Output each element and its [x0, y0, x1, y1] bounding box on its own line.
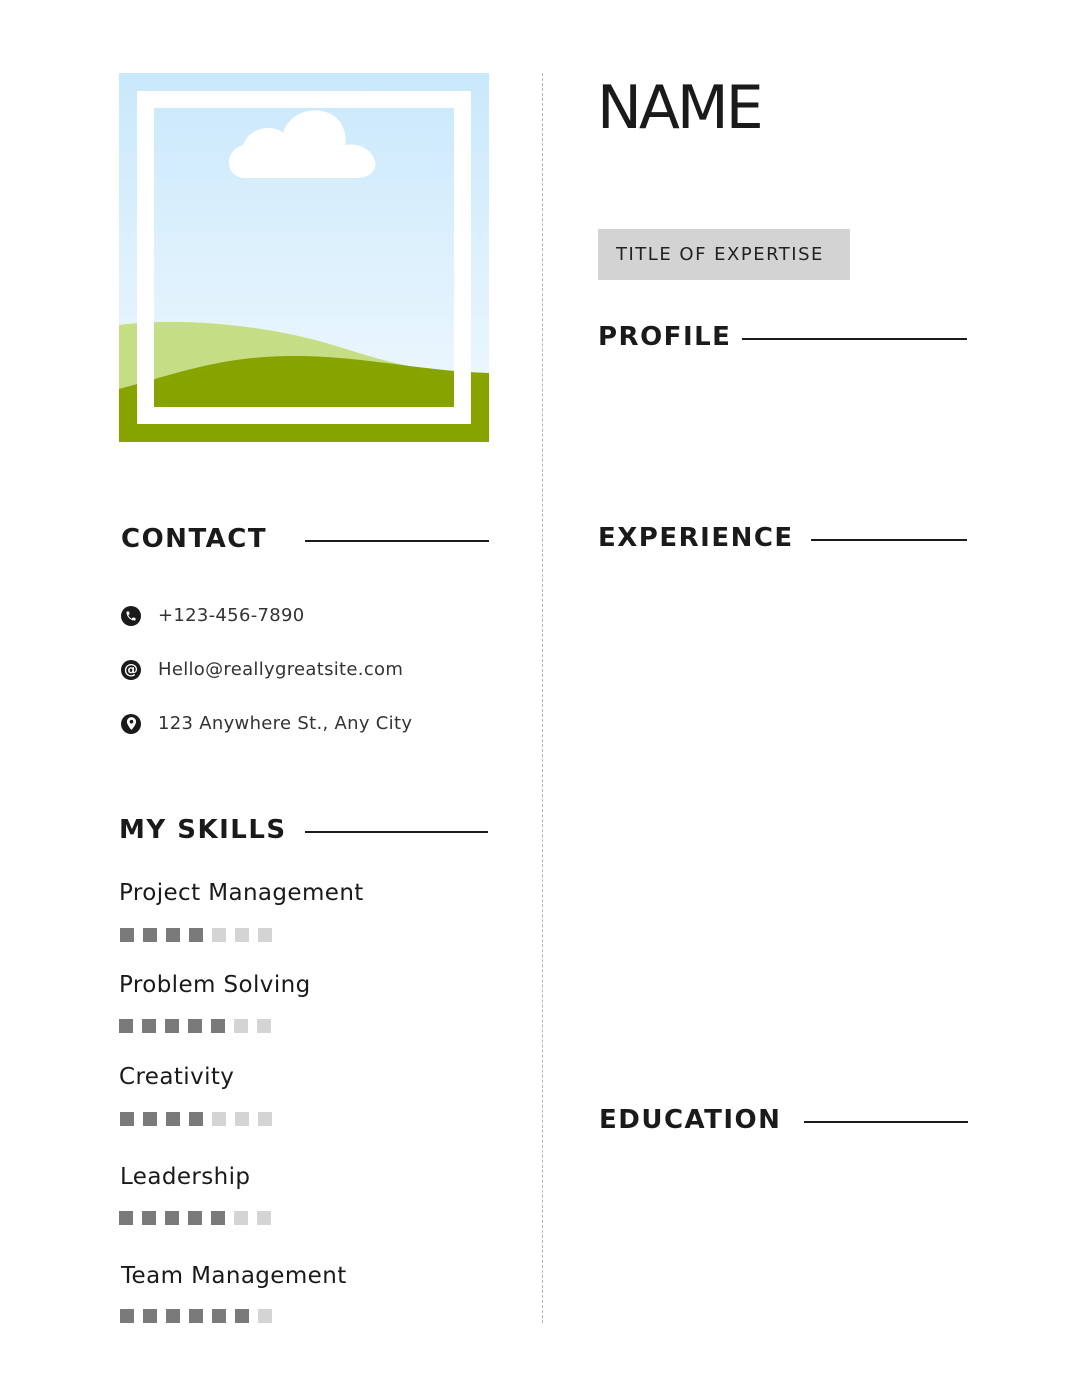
- skill-level-empty: [258, 928, 272, 942]
- skill-level-empty: [212, 928, 226, 942]
- skill-rating: [120, 1309, 272, 1323]
- skill-level-empty: [212, 1112, 226, 1126]
- skill-rating: [119, 1019, 271, 1033]
- name-heading: NAME: [597, 73, 761, 143]
- title-badge: [598, 229, 850, 280]
- skill-rating: [120, 1112, 272, 1126]
- skill-level-filled: [189, 1309, 203, 1323]
- skills-heading: MY SKILLS: [119, 815, 287, 845]
- skill-level-filled: [119, 1019, 133, 1033]
- skill-name: Problem Solving: [119, 972, 311, 998]
- skill-level-filled: [143, 1309, 157, 1323]
- experience-heading-rule: [811, 539, 967, 541]
- skill-level-filled: [120, 928, 134, 942]
- profile-heading: PROFILE: [598, 322, 732, 352]
- phone-icon: [121, 606, 141, 626]
- contact-heading-rule: [305, 540, 489, 542]
- skill-level-empty: [257, 1019, 271, 1033]
- skill-level-filled: [166, 1309, 180, 1323]
- skill-level-filled: [120, 1112, 134, 1126]
- skill-level-filled: [235, 1309, 249, 1323]
- skill-level-filled: [212, 1309, 226, 1323]
- skill-level-filled: [188, 1211, 202, 1225]
- skill-rating: [120, 928, 272, 942]
- skill-level-filled: [211, 1019, 225, 1033]
- skill-level-empty: [258, 1112, 272, 1126]
- skill-level-filled: [119, 1211, 133, 1225]
- skill-level-filled: [165, 1211, 179, 1225]
- skill-level-empty: [235, 928, 249, 942]
- location-pin-icon: [121, 714, 141, 734]
- education-heading: EDUCATION: [599, 1105, 782, 1135]
- skill-level-filled: [143, 928, 157, 942]
- skill-level-empty: [258, 1309, 272, 1323]
- skill-level-filled: [142, 1019, 156, 1033]
- skill-level-empty: [234, 1019, 248, 1033]
- education-heading-rule: [804, 1121, 968, 1123]
- skill-level-filled: [188, 1019, 202, 1033]
- skill-level-filled: [166, 1112, 180, 1126]
- contact-address-row[interactable]: [121, 713, 412, 734]
- skill-level-filled: [166, 928, 180, 942]
- skill-level-filled: [189, 1112, 203, 1126]
- skill-level-filled: [189, 928, 203, 942]
- at-sign-icon: @: [121, 660, 141, 680]
- profile-photo-placeholder[interactable]: [119, 73, 489, 442]
- skill-name: Team Management: [121, 1263, 347, 1289]
- skill-level-filled: [143, 1112, 157, 1126]
- contact-heading: CONTACT: [121, 524, 268, 554]
- skill-level-filled: [120, 1309, 134, 1323]
- skill-level-empty: [257, 1211, 271, 1225]
- column-divider: [542, 73, 543, 1323]
- skill-level-empty: [234, 1211, 248, 1225]
- experience-heading: EXPERIENCE: [598, 523, 794, 553]
- skill-name: Creativity: [119, 1064, 235, 1090]
- skill-name: Leadership: [120, 1164, 251, 1190]
- contact-phone-row[interactable]: [121, 605, 305, 626]
- contact-phone: +123-456-7890: [158, 605, 305, 626]
- skill-level-filled: [165, 1019, 179, 1033]
- skills-heading-rule: [305, 831, 488, 833]
- contact-email-row[interactable]: [121, 659, 403, 680]
- skill-rating: [119, 1211, 271, 1225]
- contact-email: Hello@reallygreatsite.com: [158, 659, 404, 680]
- contact-address: 123 Anywhere St., Any City: [158, 713, 413, 734]
- skill-level-empty: [235, 1112, 249, 1126]
- profile-heading-rule: [742, 338, 967, 340]
- skill-level-filled: [211, 1211, 225, 1225]
- title-of-expertise: TITLE OF EXPERTISE: [616, 244, 824, 265]
- image-placeholder-icon: [119, 73, 489, 442]
- skill-level-filled: [142, 1211, 156, 1225]
- skill-name: Project Management: [119, 880, 364, 906]
